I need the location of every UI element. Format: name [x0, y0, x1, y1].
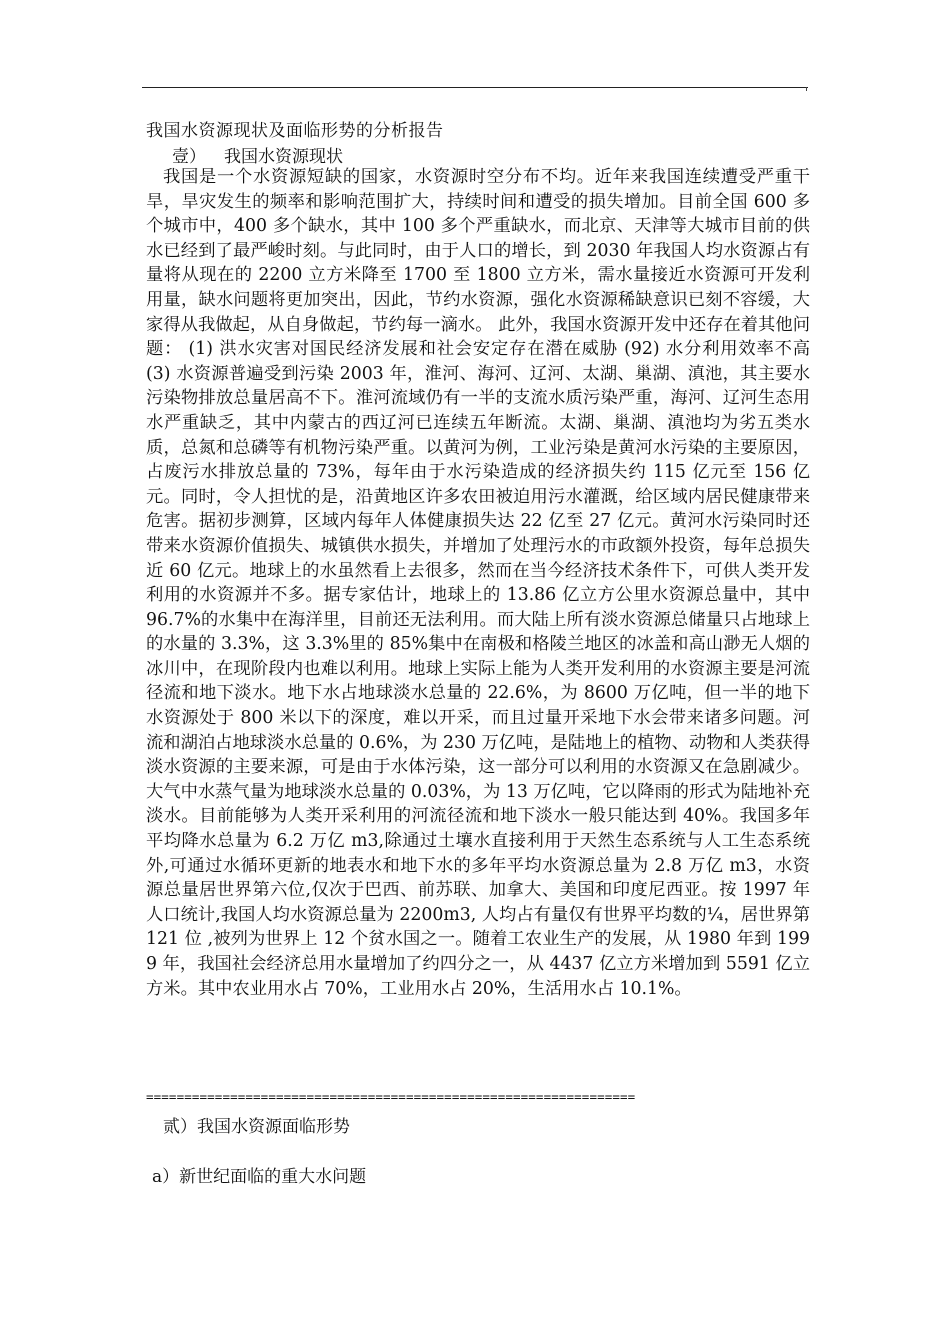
header-rule [142, 87, 808, 88]
section-title-1: 我国水资源现状 [224, 147, 343, 167]
section-number-1: 壹） [172, 147, 206, 167]
body-paragraph: 我国是一个水资源短缺的国家，水资源时空分布不均。近年来我国连续遭受严重干旱，旱灾发生的频率和影响范围扩大，持续时间和遭受的损失增加。目前全国 600 多个城市中，400 多个缺水，其中 100 多个严重缺水，而北京、天津等大城市目前的供水已经到了最严峻时刻。与此同时，由于人口的增长，到 2030 年我国人均水资源占有量将从现在的 2200 立方米降至 1700 至 1800 立方米，需水量接近水资源可开发利用量，缺水问题将更加突出，因此，节约水资源，强化水资源稀缺意识已刻不容缓，大家得从我做起，从自身做起，节约每一滴水。 此外，我国水资源开发中还存在着其他问题： (1) 洪水灾害对国民经济发展和社会安定存在潜在威胁 (92) 水分利用效率不高 (3) 水资源普遍受到污染 2003 年，淮河、海河、辽河、太湖、巢湖、滇池，其主要水污染物排放总量居高不下。淮河流域仍有一半的支流水质污染严重，海河、辽河生态用水严重缺乏，其中内蒙古的西辽河已连续五年断流。太湖、巢湖、滇池均为劣五类水质，总氮和总磷等有机物污染严重。以黄河为例，工业污染是黄河水污染的主要原因，占废污水排放总量的 73%，每年由于水污染造成的经济损失约 115 亿元至 156 亿元。同时，令人担忧的是，沿黄地区许多农田被迫用污水灌溉，给区域内居民健康带来危害。据初步测算，区域内每年人体健康损失达 22 亿至 27 亿元。黄河水污染同时还带来水资源价值损失、城镇供水损失，并增加了处理污水的市政额外投资，每年总损失近 60 亿元。地球上的水虽然看上去很多，然而在当今经济技术条件下，可供人类开发利用的水资源并不多。据专家估计，地球上的 13.86 亿立方公里水资源总量中，其中 96.7%的水集中在海洋里，目前还无法利用。而大陆上所有淡水资源总储量只占地球上的水量的 3.3%，这 3.3%里的 85%集中在南极和格陵兰地区的冰盖和高山渺无人烟的冰川中，在现阶段内也难以利用。地球上实际上能为人类开发利用的水资源主要是河流径流和地下淡水。地下水占地球淡水总量的 22.6%，为 8600 万亿吨，但一半的地下水资源处于 800 米以下的深度，难以开采，而且过量开采地下水会带来诸多问题。河流和湖泊占地球淡水总量的 0.6%，为 230 万亿吨，是陆地上的植物、动物和人类获得淡水资源的主要来源，可是由于水体污染，这一部分可以利用的水资源又在急剧减少。大气中水蒸气量为地球淡水总量的 0.03%，为 13 万亿吨，它以降雨的形式为陆地补充淡水。目前能够为人类开采利用的河流径流和地下淡水一般只能达到 40%。我国多年平均降水总量为 6.2 万亿 m3,除通过土壤水直接利用于天然生态系统与人工生态系统外,可通过水循环更新的地表水和地下水的多年平均水资源总量为 2.8 万亿 m3，水资源总量居世界第六位,仅次于巴西、前苏联、加拿大、美国和印度尼西亚。按 1997 年人口统计,我国人均水资源总量为 2200m3, 人均占有量仅有世界平均数的¼，居世界第 121 位 ,被列为世界上 12 个贫水国之一。随着工农业生产的发展，从 1980 年到 1999 年，我国社会经济总用水量增加了约四分之一，从 4437 亿立方米增加到 5591 亿立方米。其中农业用水占 70%，工业用水占 20%，生活用水占 10.1%。 [146, 167, 810, 999]
divider-line: ================================================================ [146, 1089, 636, 1104]
header-rule-tick [806, 87, 807, 91]
document-title: 我国水资源现状及面临形势的分析报告 [146, 121, 444, 141]
section-heading-1 [172, 142, 343, 167]
subsection-heading-a: a）新世纪面临的重大水问题 [152, 1167, 367, 1187]
section-heading-2: 贰）我国水资源面临形势 [163, 1117, 350, 1137]
